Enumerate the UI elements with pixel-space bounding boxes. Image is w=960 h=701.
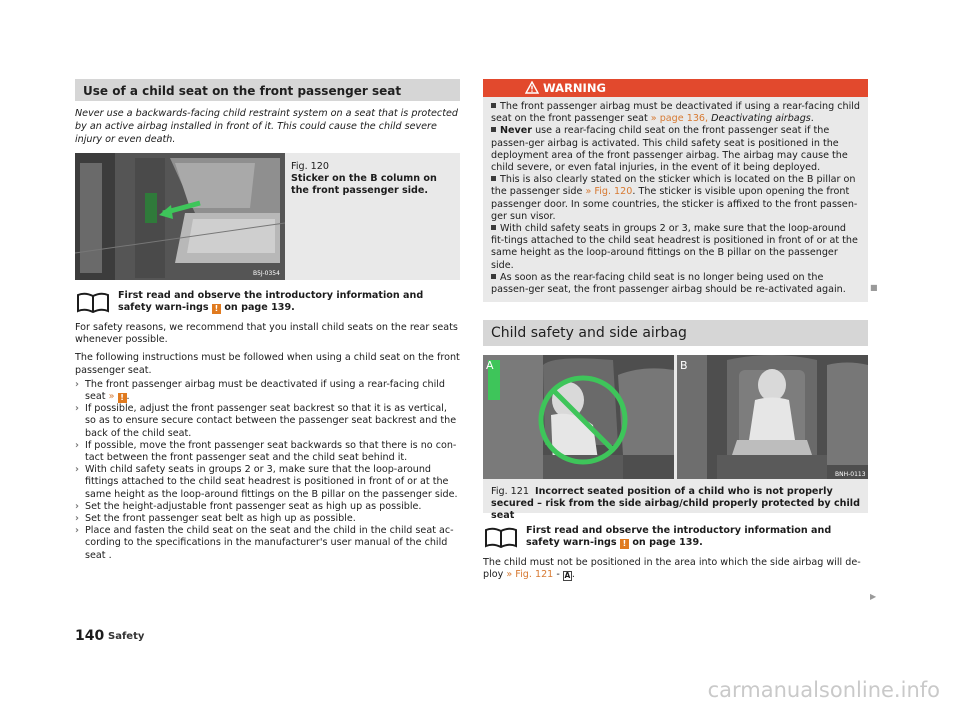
figure-121 — [483, 355, 868, 522]
open-book-icon — [76, 291, 110, 313]
section-title-side-airbag: Child safety and side airbag — [483, 320, 868, 346]
letter-a-box-icon: A — [564, 571, 571, 581]
list-item: › With child safety seats in groups 2 or 3, make sure that the loop-around fittings attached to the child seat headrest is positioned in front of or at the same height as the loop-around fittings on the B pillar on the passenger side. — [75, 464, 458, 500]
warning-square-icon: ! — [118, 393, 127, 403]
list-item: › Place and fasten the child seat on the seat and the child in the child seat ac-cording to the specifications in the manufacturer's user manual of the child seat . — [75, 525, 454, 561]
section-end-mark: ■ — [870, 283, 878, 292]
figure-121-photo-b — [677, 355, 868, 479]
paragraph-instructions: The following instructions must be followed when using a child seat on the front passenger seat. — [75, 352, 460, 376]
incorrect-seating-illustration — [483, 355, 674, 479]
footer-section-name: Safety — [108, 631, 145, 642]
list-item: Never use a rear-facing child seat on the front passenger seat if the passen-ger airbag is activated. This child safety seat is positioned in the deployment area of the front passenger airbag. The airbag may cause the child severe, or even fatal injuries, in the event of it being deployed. — [491, 125, 848, 174]
chevron-right-icon: › — [75, 525, 79, 537]
continue-arrow-icon: ▶ — [870, 592, 877, 601]
read-first-text: First read and observe the introductory information and safety warn-ings — [118, 290, 424, 313]
list-item: › If possible, move the front passenger seat backwards so that there is no con-tact between the front passenger seat and the child seat behind it. — [75, 439, 457, 464]
warning-triangle-icon — [525, 81, 539, 94]
figure-120-caption — [291, 161, 456, 197]
section-title-front-seat: Use of a child seat on the front passenger seat — [75, 79, 460, 101]
bullet-square-icon — [491, 274, 496, 279]
figure-121-label-a: A — [486, 359, 494, 373]
left-column — [75, 79, 460, 562]
cross-reference-link[interactable]: » — [108, 391, 115, 403]
bullet-square-icon — [491, 225, 496, 230]
list-item: This is also clearly stated on the sticker which is located on the B pillar on the passenger side » Fig. 120. The sticker is visible upon opening the front passenger door. In some countries, the sticker is affixed to the front passen-ger sun visor. — [491, 174, 858, 222]
right-column — [483, 79, 868, 582]
list-item: The front passenger airbag must be deactivated if using a rear-facing child seat on the front passenger seat » page 136, Deactivating airbags. — [491, 101, 860, 125]
intro-warning-text: Never use a backwards-facing child restraint system on a seat that is protected by an active airbag installed in front of it. This could cause the child severe injury or even death. — [75, 108, 458, 145]
figure-121-caption — [491, 486, 861, 522]
figure-121-photo-a — [483, 355, 674, 479]
step-list — [75, 379, 460, 562]
list-item: › If possible, adjust the front passenger seat backrest so that it is as vertical, so as to ensure secure contact between the passenger seat backrest and the back of the child seat. — [75, 403, 457, 439]
read-first-notice — [75, 290, 460, 316]
cross-reference-link[interactable]: » Fig. 120 — [585, 186, 633, 198]
warning-body — [483, 97, 868, 302]
chevron-right-icon: › — [75, 513, 79, 525]
figure-120-caption-text: Sticker on the B column on the front passenger side. — [291, 173, 437, 196]
page-number: 140 — [75, 628, 105, 644]
list-item: As soon as the rear-facing child seat is no longer being used on the passen-ger seat, the front passenger airbag should be re-activated again. — [491, 271, 846, 296]
cross-reference-link[interactable]: » Fig. 121 — [506, 569, 554, 581]
read-first-text: First read and observe the introductory information and safety warn-ings — [526, 525, 832, 549]
figure-121-code: BNH-0113 — [835, 471, 866, 479]
warning-square-icon: ! — [212, 304, 221, 314]
chevron-right-icon: › — [75, 464, 79, 476]
open-book-icon — [484, 526, 518, 548]
watermark-text: carmanualsonline.info — [707, 678, 940, 701]
list-item: › Set the height-adjustable front passenger seat as high up as possible. — [75, 500, 422, 512]
bullet-square-icon — [491, 127, 496, 132]
chevron-right-icon: › — [75, 403, 79, 415]
read-first-notice — [483, 525, 868, 551]
car-door-sticker-illustration — [75, 153, 285, 280]
figure-121-label: Fig. 121 — [491, 486, 529, 498]
list-item: › Set the front passenger seat belt as high up as possible. — [75, 513, 356, 525]
list-item: › The front passenger airbag must be deactivated if using a rear-facing child seat » ! . — [75, 378, 445, 403]
figure-120-label: Fig. 120 — [291, 161, 329, 172]
cross-reference-link[interactable]: » page 136, — [650, 113, 709, 125]
paragraph-side-airbag: The child must not be positioned in the area into which the side airbag will de-ploy » Fig. 121 - A . — [483, 557, 861, 581]
paragraph-rear-seats: For safety reasons, we recommend that you install child seats on the rear seats whenever possible. — [75, 322, 458, 346]
figure-121-caption-text: Incorrect seated position of a child who is not properly secured – risk from the side airbag/child properly protected by child seat — [491, 486, 860, 522]
read-first-page-ref: on page 139. — [224, 302, 295, 313]
figure-120-code: B5J-0354 — [253, 270, 280, 277]
bullet-square-icon — [491, 176, 496, 181]
chevron-right-icon: › — [75, 439, 79, 451]
read-first-page-ref: on page 139. — [632, 537, 703, 549]
correct-child-seat-illustration — [677, 355, 868, 479]
figure-121-label-b: B — [680, 359, 688, 373]
chevron-right-icon: › — [75, 500, 79, 512]
list-item: With child safety seats in groups 2 or 3, make sure that the loop-around fit-tings attached to the child seat headrest is positioned in front of or at the same height as the loop-around fittings on the B pillar on the passenger side. — [491, 223, 858, 271]
chevron-right-icon: › — [75, 378, 79, 390]
figure-120 — [75, 153, 460, 280]
warning-title: WARNING — [543, 81, 606, 95]
warning-box — [483, 79, 868, 302]
bullet-square-icon — [491, 103, 496, 108]
figure-120-photo — [75, 153, 285, 280]
warning-header — [483, 79, 868, 97]
warning-square-icon: ! — [620, 539, 629, 549]
